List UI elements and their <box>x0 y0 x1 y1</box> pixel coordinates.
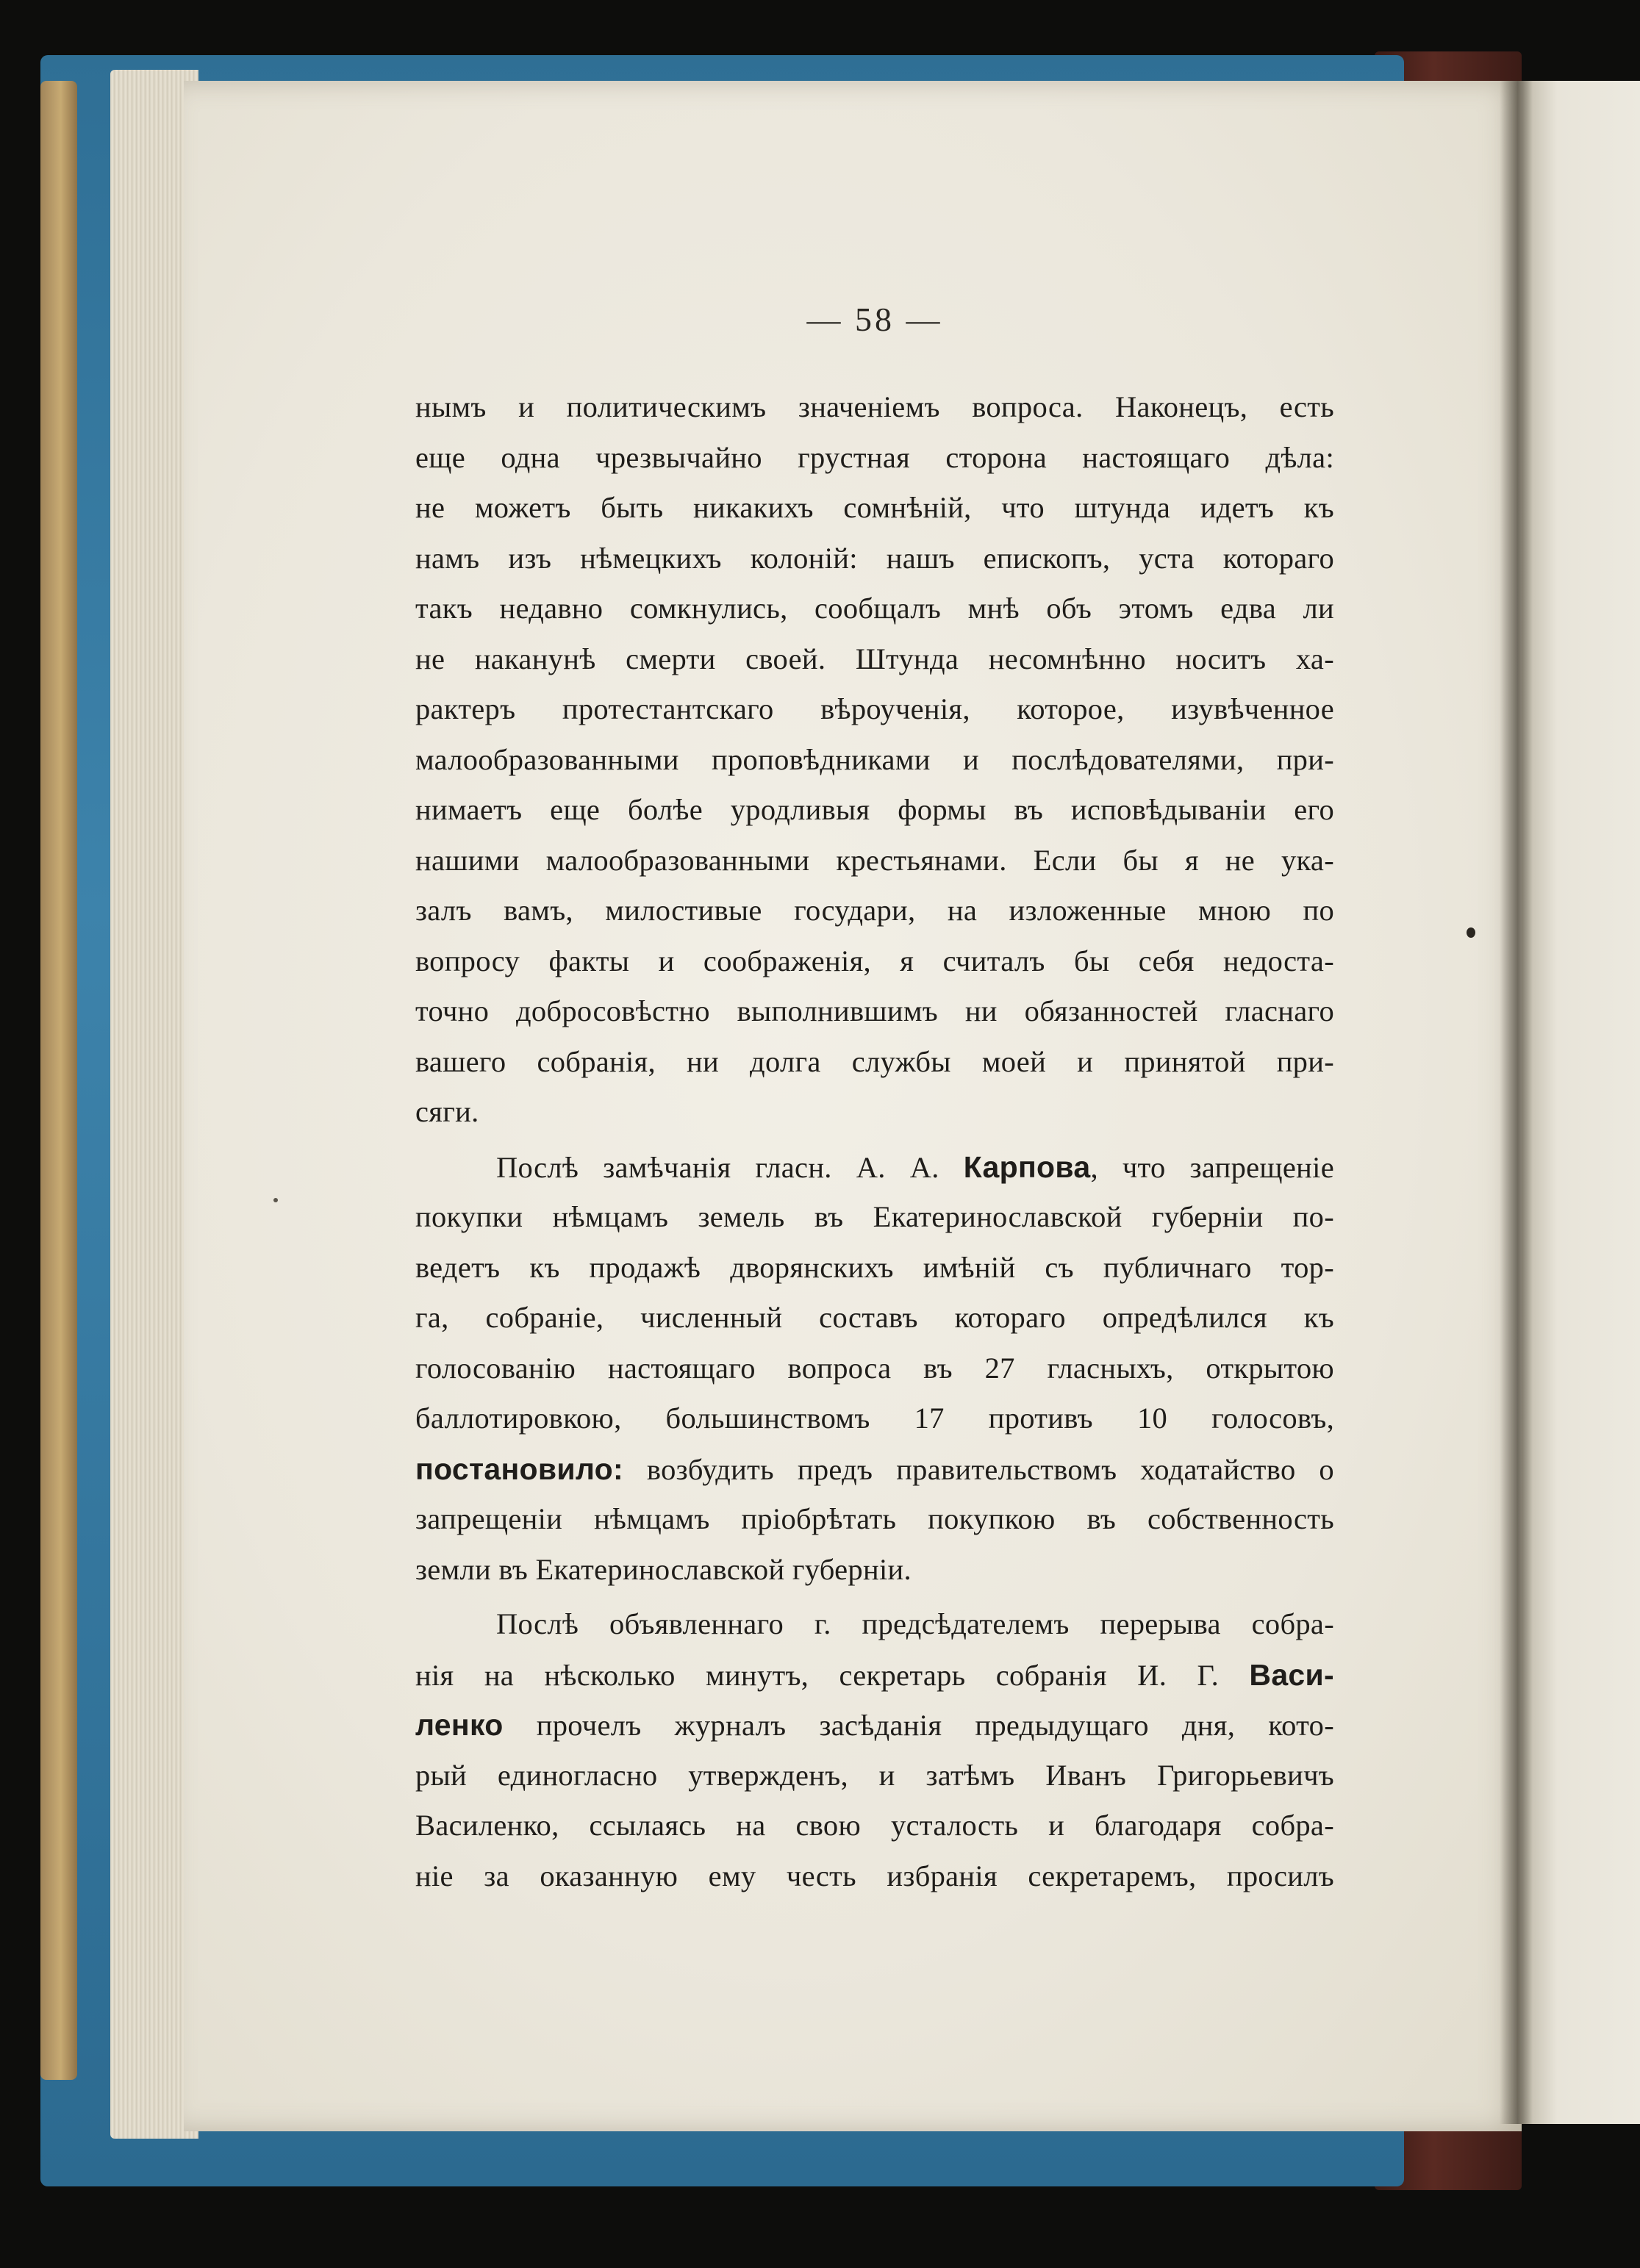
resolution-word: постановило: <box>415 1451 623 1486</box>
text-line: малообразованными проповѣдниками и послѣдователями, при- <box>415 742 1334 776</box>
name-vasilenko: Васи- <box>1249 1657 1334 1692</box>
ink-speck <box>273 1198 278 1202</box>
text-line: нашими малообразованными крестьянами. Если бы я не ука- <box>415 843 1334 877</box>
text-line: вопросу факты и соображенія, я считалъ бы себя недоста- <box>415 944 1334 977</box>
text-line: Послѣ объявленнаго г. предсѣдателемъ перерыва собра- <box>496 1607 1334 1640</box>
name-karpov: Карпова <box>963 1149 1091 1184</box>
text-line: земли въ Екатеринославской губерніи. <box>415 1552 912 1586</box>
text-line: рактеръ протестантскаго вѣроученія, которое, изувѣченное <box>415 692 1334 725</box>
name-vasilenko-cont: ленко <box>415 1708 504 1742</box>
gutter-shadow <box>1500 81 1533 2124</box>
text-line: еще одна чрезвычайно грустная сторона настоящаго дѣла: <box>415 440 1334 474</box>
text-line: запрещеніи нѣмцамъ пріобрѣтать покупкою въ собственность <box>415 1502 1334 1535</box>
text-line: покупки нѣмцамъ земель въ Екатеринославской губерніи по- <box>415 1200 1334 1233</box>
text-line: баллотировкою, большинствомъ 17 противъ 10 голосовъ, <box>415 1402 1334 1435</box>
text-line: ведетъ къ продажѣ дворянскихъ имѣній съ публичнаго тор- <box>415 1250 1334 1284</box>
text-line: рый единогласно утвержденъ, и затѣмъ Иванъ Григорьевичъ <box>415 1758 1334 1792</box>
text-line: намъ изъ нѣмецкихъ колоній: нашъ епископъ, уста котораго <box>415 541 1334 575</box>
text-line: Василенко, ссылаясь на свою усталость и благодаря собра- <box>415 1809 1334 1842</box>
page-number: — 58 — <box>806 301 943 338</box>
text-line: не наканунѣ смерти своей. Штунда несомнѣнно носитъ ха- <box>415 642 1334 675</box>
text-line: ленко прочелъ журналъ засѣданія предыдущаго дня, кото- <box>415 1708 1334 1742</box>
text-line: га, собраніе, численный составъ котораго опредѣлился къ <box>415 1301 1334 1334</box>
text-line: нія на нѣсколько минутъ, секретарь собранія И. Г. Васи- <box>415 1657 1334 1692</box>
next-page-edge <box>1522 81 1640 2124</box>
text-line: не можетъ быть никакихъ сомнѣній, что штунда идетъ къ <box>415 491 1334 524</box>
text-line: точно добросовѣстно выполнившимъ ни обязанностей гласнаго <box>415 994 1334 1027</box>
text-line: ніе за оказанную ему честь избранія секретаремъ, просилъ <box>415 1859 1334 1892</box>
text-line: залъ вамъ, милостивые государи, на изложенные мною по <box>415 894 1334 927</box>
text-line: постановило: возбудить предъ правительствомъ ходатайство о <box>415 1451 1334 1486</box>
cover-worn-edge <box>40 81 77 2080</box>
ink-speck <box>1467 927 1475 938</box>
text-line: такъ недавно сомкнулись, сообщалъ мнѣ объ этомъ едва ли <box>415 592 1334 625</box>
text-line: Послѣ замѣчанія гласн. А. А. Карпова, что запрещеніе <box>496 1149 1334 1184</box>
text-line: нимаетъ еще болѣе уродливыя формы въ исповѣдываніи его <box>415 793 1334 826</box>
text-line: сяги. <box>415 1095 479 1128</box>
text-line: нымъ и политическимъ значеніемъ вопроса. Наконецъ, есть <box>415 390 1334 423</box>
text-line: вашего собранія, ни долга службы моей и принятой при- <box>415 1044 1334 1078</box>
body-text <box>415 382 1334 1901</box>
text-line: голосованію настоящаго вопроса въ 27 гласныхъ, открытою <box>415 1351 1334 1385</box>
